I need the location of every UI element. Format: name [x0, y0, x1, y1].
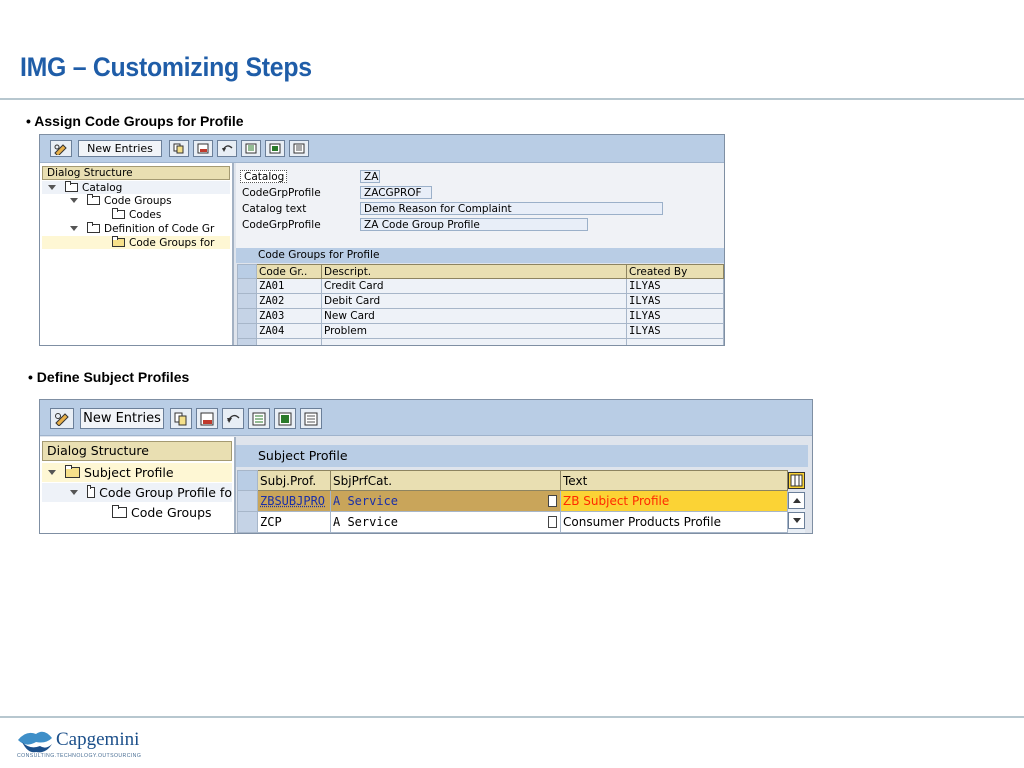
row-selector[interactable] [238, 309, 257, 324]
select-block-icon [269, 143, 281, 154]
delete-icon [200, 412, 214, 426]
application-toolbar [40, 135, 724, 163]
expand-triangle-icon[interactable] [70, 198, 78, 203]
table-row[interactable] [238, 512, 788, 533]
select-block-button[interactable] [265, 140, 285, 157]
table-settings-button[interactable] [788, 472, 805, 489]
tree-item-code-groups-for-profile[interactable] [42, 236, 230, 249]
tree-item-subject-profile[interactable] [42, 463, 232, 482]
tree-header: Dialog Structure [42, 441, 232, 461]
tree-item-label: Subject Profile [84, 465, 174, 480]
cell-sbjprfcat-value: A Service [333, 494, 399, 508]
logo-wordmark: Capgemini [56, 729, 140, 750]
undo-icon [221, 143, 234, 154]
codegrpprofile-text-value: ZA Code Group Profile [360, 218, 588, 231]
cell-sbjprfcat-value: A Service [333, 515, 399, 529]
column-header-sbjprfcat[interactable]: SbjPrfCat. [331, 471, 561, 491]
cell-subj-prof[interactable]: ZCP [258, 512, 331, 533]
scroll-down-button[interactable] [788, 512, 805, 529]
folder-icon [87, 224, 100, 233]
folder-icon [112, 507, 127, 518]
table-settings-icon [789, 473, 804, 488]
tree-item-label: Code Group Profile fo [99, 485, 232, 500]
capgemini-logo [16, 724, 161, 760]
display-change-button[interactable] [50, 140, 72, 157]
catalog-text-value: Demo Reason for Complaint [360, 202, 663, 215]
cell-code-group[interactable]: ZA01 [257, 279, 322, 294]
cell-created-by: ILYAS [627, 309, 724, 324]
arrow-down-icon [793, 518, 801, 523]
table-row[interactable] [238, 279, 724, 294]
tree-item-label: Code Groups [104, 194, 172, 207]
tree-item-catalog[interactable] [42, 181, 230, 194]
arrow-up-icon [793, 498, 801, 503]
pencil-glasses-icon [53, 411, 71, 426]
copy-icon [173, 143, 185, 154]
empty-cell [257, 339, 322, 347]
display-change-button[interactable] [50, 408, 74, 429]
copy-as-button[interactable] [169, 140, 189, 157]
tree-item-code-group-profile[interactable] [42, 483, 232, 502]
folder-icon [65, 183, 78, 192]
select-all-icon [252, 412, 266, 426]
column-header-text[interactable]: Text [561, 471, 788, 491]
copy-icon [174, 412, 188, 426]
folder-icon [112, 210, 125, 219]
dialog-structure-tree [40, 163, 234, 345]
deselect-all-icon [293, 143, 305, 154]
application-toolbar [40, 400, 812, 436]
footer-divider [0, 716, 1024, 718]
row-selector[interactable] [238, 324, 257, 339]
codegrpprofile-value: ZACGPROF [360, 186, 432, 199]
empty-cell [322, 339, 627, 347]
bullet-define-subject-profiles: • Define Subject Profiles [28, 369, 190, 385]
row-selector[interactable] [238, 294, 257, 309]
select-all-button[interactable] [248, 408, 270, 429]
catalog-text-label: Catalog text [242, 203, 307, 215]
cell-code-group[interactable]: ZA02 [257, 294, 322, 309]
sap-screen-subject-profiles [39, 399, 813, 534]
row-selector[interactable] [238, 339, 257, 347]
table-row[interactable] [238, 324, 724, 339]
cell-code-group[interactable]: ZA04 [257, 324, 322, 339]
row-selector[interactable] [238, 491, 258, 512]
cell-created-by: ILYAS [627, 294, 724, 309]
subject-profile-table [237, 470, 788, 533]
expand-triangle-icon[interactable] [48, 185, 56, 190]
table-row-empty [238, 339, 724, 347]
delete-button[interactable] [196, 408, 218, 429]
pencil-glasses-icon [53, 143, 69, 155]
open-folder-icon [65, 467, 80, 478]
cell-description[interactable]: Problem [322, 324, 627, 339]
expand-triangle-icon[interactable] [70, 226, 78, 231]
undo-change-button[interactable] [222, 408, 244, 429]
column-header-description[interactable]: Descript. [322, 265, 627, 279]
select-all-cell[interactable] [238, 265, 257, 279]
table-row[interactable] [238, 294, 724, 309]
select-block-button[interactable] [274, 408, 296, 429]
tree-item-label: Definition of Code Gr [104, 222, 215, 235]
tree-header: Dialog Structure [42, 166, 230, 180]
select-all-icon [245, 143, 257, 154]
codegrpprofile-label: CodeGrpProfile [242, 187, 321, 199]
folder-icon [87, 196, 100, 205]
page-title: IMG – Customizing Steps [20, 52, 312, 82]
table-row-selected[interactable] [238, 491, 788, 512]
cell-text[interactable]: ZB Subject Profile [561, 491, 788, 512]
table-header-row [238, 265, 724, 279]
copy-as-button[interactable] [170, 408, 192, 429]
cell-description[interactable]: Credit Card [322, 279, 627, 294]
cell-description[interactable]: Debit Card [322, 294, 627, 309]
catalog-label: Catalog [240, 170, 287, 183]
select-block-icon [278, 412, 292, 426]
title-divider [0, 98, 1024, 100]
cell-description[interactable]: New Card [322, 309, 627, 324]
section-title-code-groups-for-profile: Code Groups for Profile [236, 248, 724, 263]
deselect-all-icon [304, 412, 318, 426]
column-header-created-by[interactable]: Created By [627, 265, 724, 279]
value-help-icon[interactable] [548, 495, 557, 507]
expand-triangle-icon[interactable] [48, 470, 56, 475]
vertical-scrollbar[interactable] [788, 492, 805, 533]
value-help-icon[interactable] [548, 516, 557, 528]
undo-icon [226, 412, 241, 426]
bullet-assign-code-groups: • Assign Code Groups for Profile [26, 113, 244, 129]
table-header-row [238, 471, 788, 491]
cell-sbjprfcat[interactable] [331, 512, 561, 533]
section-title-subject-profile: Subject Profile [236, 445, 808, 467]
delete-button[interactable] [193, 140, 213, 157]
tree-item-codes[interactable] [42, 208, 230, 221]
cell-created-by: ILYAS [627, 279, 724, 294]
tree-item-code-groups[interactable] [42, 503, 232, 522]
column-header-subj-prof[interactable]: Subj.Prof. [258, 471, 331, 491]
select-all-button[interactable] [241, 140, 261, 157]
tree-item-definition-of-code-groups[interactable] [42, 222, 230, 235]
new-entries-button[interactable]: New Entries [80, 408, 164, 429]
delete-icon [197, 143, 209, 154]
table-row[interactable] [238, 309, 724, 324]
codegrpprofile-text-label: CodeGrpProfile [242, 219, 321, 231]
cell-code-group[interactable]: ZA03 [257, 309, 322, 324]
tree-item-label: Code Groups for [129, 236, 215, 249]
column-header-code-group[interactable]: Code Gr.. [257, 265, 322, 279]
row-selector[interactable] [238, 512, 258, 533]
deselect-all-button[interactable] [300, 408, 322, 429]
cell-text[interactable]: Consumer Products Profile [561, 512, 788, 533]
logo-tagline: CONSULTING.TECHNOLOGY.OUTSOURCING [17, 753, 142, 759]
select-all-cell[interactable] [238, 471, 258, 491]
tree-item-label: Codes [129, 208, 162, 221]
expand-triangle-icon[interactable] [70, 490, 78, 495]
new-entries-button[interactable]: New Entries [78, 140, 162, 157]
code-groups-table [237, 264, 724, 346]
header-fields-area [236, 163, 724, 249]
scroll-up-button[interactable] [788, 492, 805, 509]
row-selector[interactable] [238, 279, 257, 294]
tree-item-label: Code Groups [131, 505, 212, 520]
cell-created-by: ILYAS [627, 324, 724, 339]
cell-sbjprfcat[interactable] [331, 491, 561, 512]
open-folder-icon [112, 238, 125, 247]
catalog-value: ZA [360, 170, 380, 183]
tree-item-label: Catalog [82, 181, 123, 194]
sap-screen-code-groups [39, 134, 725, 346]
dialog-structure-tree [40, 437, 236, 533]
folder-icon [87, 487, 95, 498]
empty-cell [627, 339, 724, 347]
tree-item-code-groups[interactable] [42, 194, 230, 207]
cell-subj-prof[interactable]: ZBSUBJPRO [258, 491, 331, 512]
deselect-all-button[interactable] [289, 140, 309, 157]
undo-change-button[interactable] [217, 140, 237, 157]
logo-mark-icon [16, 724, 161, 760]
